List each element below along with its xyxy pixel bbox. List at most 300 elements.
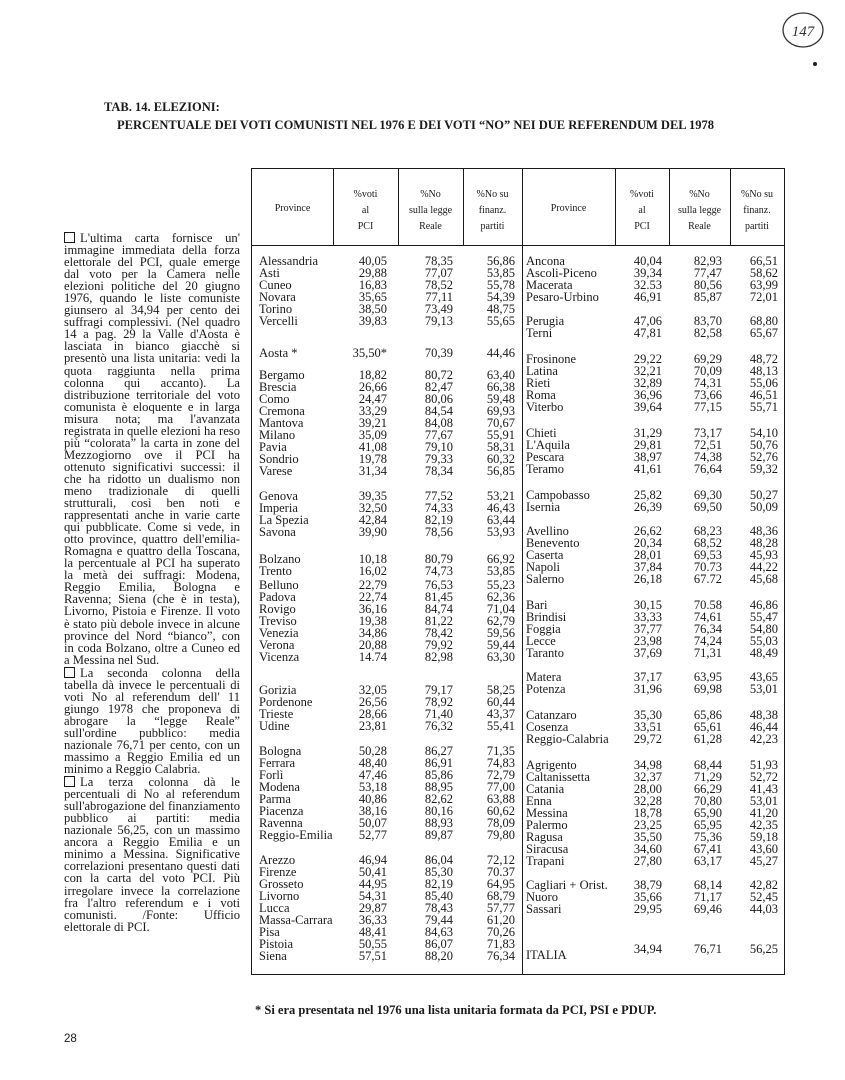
province-cell: Pistoia: [259, 937, 294, 951]
reale-cell: 82,58: [693, 326, 722, 340]
pci-cell: 50,07: [358, 816, 387, 830]
reale-cell: 74,73: [424, 564, 453, 578]
province-cell: Gorizia: [259, 683, 297, 697]
finanz-cell: 51,93: [749, 758, 778, 772]
pci-cell: 39,35: [358, 489, 387, 503]
finanz-cell: 50,76: [749, 438, 778, 452]
province-cell: Brindisi: [526, 610, 567, 624]
reale-cell: 86,07: [424, 937, 453, 951]
province-cell: Ancona: [526, 254, 565, 268]
pci-cell: 29,72: [633, 732, 662, 746]
reale-cell: 68,52: [693, 536, 722, 550]
header-reale-right: %No sulla legge Reale: [677, 189, 722, 232]
finanz-cell: 59,32: [749, 462, 778, 476]
province-cell: Matera: [526, 670, 562, 684]
pci-cell: 37,84: [633, 560, 662, 574]
pci-cell: 27,80: [633, 854, 662, 868]
pci-cell: 26,66: [358, 380, 387, 394]
finanz-cell: 53,21: [486, 489, 515, 503]
reale-cell: 71,29: [693, 770, 722, 784]
finanz-cell: 62,79: [486, 614, 515, 628]
pci-cell: 32.53: [633, 278, 662, 292]
province-cell: Caltanissetta: [526, 770, 590, 784]
province-cell: Agrigento: [526, 758, 577, 772]
province-cell: Reggio-Emilia: [259, 828, 333, 842]
pci-cell: 35,50: [633, 830, 662, 844]
province-cell: Bergamo: [259, 368, 305, 382]
province-cell: Pesaro-Urbino: [526, 290, 599, 304]
sidebar-text: [64, 232, 240, 934]
finanz-cell: 66,38: [486, 380, 515, 394]
finanz-cell: 55,78: [486, 278, 515, 292]
reale-cell: 78,43: [424, 901, 453, 915]
pci-cell: 44,95: [358, 877, 387, 891]
province-cell: Ragusa: [526, 830, 563, 844]
reale-cell: 80,16: [424, 804, 453, 818]
reale-cell: 79,17: [424, 683, 453, 697]
reale-cell: 79,13: [424, 314, 453, 328]
province-cell: Varese: [259, 464, 293, 478]
reale-cell: 79,33: [424, 452, 453, 466]
finanz-cell: 42,23: [749, 732, 778, 746]
pci-cell: 35,09: [358, 428, 387, 442]
pci-cell: 40,86: [358, 792, 387, 806]
finanz-cell: 54,80: [749, 622, 778, 636]
province-cell: Cremona: [259, 404, 305, 418]
reale-cell: 67,41: [693, 842, 722, 856]
pci-cell: 26,56: [358, 695, 387, 709]
reale-cell: 82,98: [424, 650, 453, 664]
province-cell: Terni: [526, 326, 553, 340]
pci-cell: 29,22: [633, 352, 662, 366]
province-cell: Enna: [526, 794, 552, 808]
province-cell: Pescara: [526, 450, 565, 464]
checkbox-icon: [64, 667, 75, 678]
reale-cell: 78,52: [424, 278, 453, 292]
sidebar-paragraph-3: La terza colonna dà le percentuali di No al referendum sull'abrogazione del finanziamento pubblico ai partiti: media nazionale 56,25, con un massimo ancora a Reggio Emilia e un minimo a Messina. Significative correlazioni presentano questi dati con la carta del voto PCI. Più irregolare invece la correlazione fra l'altro referendum e i voti comunisti. /Fonte: Ufficio elettorale di PCI.: [64, 775, 240, 934]
header-reale-left: %No sulla legge Reale: [408, 189, 453, 232]
reale-cell: 86,27: [424, 744, 453, 758]
province-cell: Frosinone: [526, 352, 576, 366]
reale-cell: 85,86: [424, 768, 453, 782]
reale-cell: 77,47: [693, 266, 722, 280]
finanz-cell: 53,93: [486, 525, 515, 539]
reale-cell: 63,95: [693, 670, 722, 684]
finanz-cell: 52,72: [749, 770, 778, 784]
reale-cell: 81,45: [424, 590, 453, 604]
pci-cell: 38,16: [358, 804, 387, 818]
finanz-cell: 48,38: [749, 708, 778, 722]
finanz-cell: 44,46: [486, 346, 515, 360]
province-cell: Bari: [526, 598, 548, 612]
sidebar-paragraph-2: La seconda colonna della tabella dà invece le percentuali di voti No al referendum dell' 11 giungo 1978 che proponeva di abrogare la “legge Reale” sull'ordine pubblico: media nazionale 76,71 per cento, con un massimo a Reggio Emilia ed un minimo a Reggio Calabria.: [64, 665, 240, 777]
pci-cell: 35,50*: [352, 346, 387, 360]
province-cell: Bolzano: [259, 552, 301, 566]
province-cell: Pordenone: [259, 695, 313, 709]
finanz-cell: 44,22: [749, 560, 778, 574]
reale-cell: 77,15: [693, 400, 722, 414]
province-cell: Teramo: [526, 462, 564, 476]
header-pci-right: %voti al PCI: [630, 189, 654, 232]
reale-cell: 78,56: [424, 525, 453, 539]
pci-cell: 35,66: [633, 890, 662, 904]
province-cell: Savona: [259, 525, 296, 539]
finanz-cell: 45,68: [749, 572, 778, 586]
province-cell: Brescia: [259, 380, 297, 394]
header-province-right: Province: [550, 203, 587, 214]
province-cell: Vicenza: [259, 650, 300, 664]
finanz-cell: 68,79: [486, 889, 515, 903]
pci-cell: 39,83: [358, 314, 387, 328]
reale-cell: 84,54: [424, 404, 453, 418]
pci-cell: 52,77: [358, 828, 387, 842]
pci-cell: 37,77: [633, 622, 662, 636]
province-cell: Reggio-Calabria: [526, 732, 609, 746]
sidebar-paragraph-1: L'ultima carta fornisce un' immagine immediata della forza elettorale del PCI, quale emerge dal voto per la Camera nelle elezioni politiche del 20 giugno 1976, quando le liste comuniste giunsero al 34,94 per cento dei suffragi complessivi. (Nel quadro 14 a pag. 29 la Valle d'Aosta è lasciata in bianco giacchè si presentò una lista unitaria: vedi la quota raggiunta nella prima colonna qui accanto). La distribuzione territoriale del voto comunista è eloquente e in larga misura nota; ma l'avanzata registrata in quelle elezioni ha reso più “colorata” la carta in zone del Mezzogiorno ove il PCI ha ottenuto significativi successi: il che ha ridotto un dualismo non meno tradizionale di quelli strutturali, così ben noti e rappresentati anche in varie carte qui pubblicate. Come si vede, in otto province, quattro dell'emilia-Romagna e quattro della Toscana, la percentuale al PCI ha superato la metà dei suffragi: Modena, Reggio Emilia, Bologna e Ravenna; Siena (che è in testa), Livorno, Pistoia e Firenze. Il voto è stato più debole invece in alcune province del Nord “bianco”, con in coda Bolzano, oltre a Cuneo ed a Messina nel Sud.: [64, 231, 240, 667]
reale-cell: 88,93: [424, 816, 453, 830]
header-pci-left: %voti al PCI: [353, 189, 378, 232]
finanz-cell: 60,62: [486, 804, 515, 818]
reale-cell: 76,53: [424, 578, 453, 592]
pci-cell: 16,02: [358, 564, 387, 578]
pci-cell: 37,69: [633, 646, 662, 660]
province-cell: Rovigo: [259, 602, 296, 616]
province-cell: Livorno: [259, 889, 300, 903]
province-cell: Grosseto: [259, 877, 304, 891]
reale-cell: 68,23: [693, 524, 722, 538]
center-divider: [522, 169, 523, 974]
finanz-cell: 69,93: [486, 404, 515, 418]
finanz-cell: 63,40: [486, 368, 515, 382]
province-cell: ITALIA: [526, 948, 567, 962]
pci-cell: 33,29: [358, 404, 387, 418]
province-cell: Trieste: [259, 707, 294, 721]
pci-cell: 36,16: [358, 602, 387, 616]
province-cell: Chieti: [526, 426, 557, 440]
province-cell: Parma: [259, 792, 291, 806]
pci-cell: 14.74: [358, 650, 387, 664]
province-cell: Treviso: [259, 614, 297, 628]
pci-cell: 47,46: [358, 768, 387, 782]
reale-cell: 70.58: [693, 598, 722, 612]
reale-cell: 77,11: [425, 290, 453, 304]
pci-cell: 37,17: [633, 670, 662, 684]
reale-cell: 80,06: [424, 392, 453, 406]
reale-cell: 73,17: [693, 426, 722, 440]
finanz-cell: 64,95: [486, 877, 515, 891]
reale-cell: 85,30: [424, 865, 453, 879]
election-table: [251, 168, 785, 975]
finanz-cell: 48,72: [749, 352, 778, 366]
province-cell: Avellino: [526, 524, 569, 538]
reale-cell: 84,08: [424, 416, 453, 430]
pci-cell: 50,28: [358, 744, 387, 758]
province-cell: Caserta: [526, 548, 564, 562]
pci-cell: 32,05: [358, 683, 387, 697]
header-finanz-right: %No su finanz. partiti: [741, 189, 773, 232]
reale-cell: 67.72: [693, 572, 722, 586]
page-stamp: [780, 10, 826, 50]
province-cell: Latina: [526, 364, 558, 378]
title-line-1: TAB. 14. ELEZIONI:: [104, 100, 220, 114]
pci-cell: 41,61: [633, 462, 662, 476]
reale-cell: 70,39: [424, 346, 453, 360]
finanz-cell: 50,27: [749, 488, 778, 502]
province-cell: Sassari: [526, 902, 562, 916]
finanz-cell: 59,48: [486, 392, 515, 406]
reale-cell: 82,93: [693, 254, 722, 268]
province-cell: Foggia: [526, 622, 561, 636]
finanz-cell: 45,93: [749, 548, 778, 562]
pci-cell: 28,66: [358, 707, 387, 721]
reale-cell: 83,70: [693, 314, 722, 328]
pci-cell: 10,18: [358, 552, 387, 566]
province-cell: Lucca: [259, 901, 290, 915]
pci-cell: 35,65: [358, 290, 387, 304]
finanz-cell: 43,60: [749, 842, 778, 856]
finanz-cell: 72,12: [486, 853, 515, 867]
ink-dot: [813, 62, 817, 66]
province-cell: Ravenna: [259, 816, 303, 830]
pci-cell: 50,55: [358, 937, 387, 951]
pci-cell: 39,21: [358, 416, 387, 430]
pci-cell: 40,04: [633, 254, 662, 268]
finanz-cell: 60,32: [486, 452, 515, 466]
reale-cell: 72,51: [693, 438, 722, 452]
finanz-cell: 55,03: [749, 634, 778, 648]
reale-cell: 85,40: [424, 889, 453, 903]
province-cell: Siracusa: [526, 842, 569, 856]
pci-cell: 20,88: [358, 638, 387, 652]
finanz-cell: 77,00: [486, 780, 515, 794]
pci-cell: 46,94: [358, 853, 387, 867]
finanz-cell: 50,09: [749, 500, 778, 514]
reale-cell: 85,87: [693, 290, 722, 304]
province-cell: Aosta *: [259, 346, 298, 360]
finanz-cell: 72,79: [486, 768, 515, 782]
title-line-2: PERCENTUALE DEI VOTI COMUNISTI NEL 1976 E DEI VOTI “NO” NEI DUE REFERENDUM DEL 1978: [117, 118, 715, 132]
pci-cell: 29,95: [633, 902, 662, 916]
finanz-cell: 63,44: [486, 513, 515, 527]
province-cell: Genova: [259, 489, 298, 503]
finanz-cell: 71,83: [486, 937, 515, 951]
pci-cell: 22,74: [358, 590, 387, 604]
province-cell: Forlì: [259, 768, 284, 782]
finanz-cell: 59,56: [486, 626, 515, 640]
pci-cell: 38,50: [358, 302, 387, 316]
reale-cell: 82,62: [424, 792, 453, 806]
pci-cell: 23,25: [633, 818, 662, 832]
province-cell: Cosenza: [526, 720, 569, 734]
reale-cell: 82,47: [424, 380, 453, 394]
pci-cell: 26,18: [633, 572, 662, 586]
finanz-cell: 43,65: [749, 670, 778, 684]
reale-cell: 88,95: [424, 780, 453, 794]
province-cell: Macerata: [526, 278, 573, 292]
pci-cell: 53,18: [358, 780, 387, 794]
pci-cell: 18,82: [358, 368, 387, 382]
finanz-cell: 58,25: [486, 683, 515, 697]
reale-cell: 69,46: [693, 902, 722, 916]
checkbox-icon: [64, 776, 75, 787]
province-cell: Salerno: [526, 572, 565, 586]
finanz-cell: 54,10: [749, 426, 778, 440]
province-cell: Catania: [526, 782, 565, 796]
province-cell: Trento: [259, 564, 292, 578]
header-province-left: Province: [274, 203, 311, 214]
pci-cell: 38,79: [633, 878, 662, 892]
finanz-cell: 52,76: [749, 450, 778, 464]
finanz-cell: 53,85: [486, 266, 515, 280]
header-finanz-left: %No su finanz. partiti: [476, 189, 509, 232]
province-cell: Alessandria: [259, 254, 319, 268]
reale-cell: 69,98: [693, 682, 722, 696]
pci-cell: 32,89: [633, 376, 662, 390]
reale-cell: 78,42: [424, 626, 453, 640]
pci-cell: 32,37: [633, 770, 662, 784]
reale-cell: 65,86: [693, 708, 722, 722]
reale-cell: 86,91: [424, 756, 453, 770]
finanz-cell: 65,67: [749, 326, 778, 340]
province-cell: Sondrio: [259, 452, 299, 466]
reale-cell: 66,29: [693, 782, 722, 796]
province-cell: Isernia: [526, 500, 561, 514]
finanz-cell: 74,83: [486, 756, 515, 770]
finanz-cell: 55,47: [749, 610, 778, 624]
pci-cell: 16,83: [358, 278, 387, 292]
reale-cell: 70.73: [693, 560, 722, 574]
reale-cell: 89,87: [424, 828, 453, 842]
province-cell: Novara: [259, 290, 296, 304]
pci-cell: 39,90: [358, 525, 387, 539]
province-cell: Mantova: [259, 416, 304, 430]
finanz-cell: 44,03: [749, 902, 778, 916]
province-cell: Potenza: [526, 682, 566, 696]
province-cell: Massa-Carrara: [259, 913, 333, 927]
finanz-cell: 59,44: [486, 638, 515, 652]
finanz-cell: 57,77: [486, 901, 515, 915]
pci-cell: 33,33: [633, 610, 662, 624]
pci-cell: 20,34: [633, 536, 662, 550]
finanz-cell: 55,65: [486, 314, 515, 328]
pci-cell: 28,01: [633, 548, 662, 562]
province-cell: Venezia: [259, 626, 299, 640]
province-cell: Torino: [259, 302, 293, 316]
pci-cell: 50,41: [358, 865, 387, 879]
province-cell: Imperia: [259, 501, 298, 515]
pci-cell: 39,64: [633, 400, 662, 414]
finanz-cell: 46,86: [749, 598, 778, 612]
reale-cell: 79,92: [424, 638, 453, 652]
finanz-cell: 55,91: [486, 428, 515, 442]
finanz-cell: 48,13: [749, 364, 778, 378]
reale-cell: 68,14: [693, 878, 722, 892]
pci-cell: 32,50: [358, 501, 387, 515]
checkbox-icon: [64, 232, 75, 243]
province-cell: Taranto: [526, 646, 564, 660]
pci-cell: 23,98: [633, 634, 662, 648]
pci-cell: 48,40: [358, 756, 387, 770]
finanz-cell: 48,75: [486, 302, 515, 316]
finanz-cell: 70,26: [486, 925, 515, 939]
finanz-cell: 46,43: [486, 501, 515, 515]
province-cell: Palermo: [526, 818, 568, 832]
province-cell: L'Aquila: [526, 438, 570, 452]
finanz-cell: 63,88: [486, 792, 515, 806]
finanz-cell: 53,85: [486, 564, 515, 578]
reale-cell: 61,28: [693, 732, 722, 746]
province-cell: Asti: [259, 266, 280, 280]
reale-cell: 79,44: [424, 913, 453, 927]
reale-cell: 73,49: [424, 302, 453, 316]
finanz-cell: 60,44: [486, 695, 515, 709]
province-cell: Pavia: [259, 440, 287, 454]
pci-cell: 31,29: [633, 426, 662, 440]
finanz-cell: 48,49: [749, 646, 778, 660]
reale-cell: 77,07: [424, 266, 453, 280]
province-cell: Ferrara: [259, 756, 296, 770]
table-title: [104, 98, 714, 134]
pci-cell: 22,79: [358, 578, 387, 592]
province-cell: Benevento: [526, 536, 580, 550]
finanz-cell: 76,34: [486, 949, 515, 963]
reale-cell: 82,19: [424, 877, 453, 891]
finanz-cell: 42,82: [749, 878, 778, 892]
finanz-cell: 68,80: [749, 314, 778, 328]
finanz-cell: 55,71: [749, 400, 778, 414]
finanz-cell: 79,80: [486, 828, 515, 842]
reale-cell: 70,80: [693, 794, 722, 808]
province-cell: Catanzaro: [526, 708, 577, 722]
finanz-cell: 63,30: [486, 650, 515, 664]
finanz-cell: 55,06: [749, 376, 778, 390]
finanz-cell: 70.37: [486, 865, 515, 879]
reale-cell: 71,17: [693, 890, 722, 904]
province-cell: Vercelli: [259, 314, 298, 328]
province-cell: Padova: [259, 590, 296, 604]
reale-cell: 84,74: [424, 602, 453, 616]
reale-cell: 76,34: [693, 622, 722, 636]
finanz-cell: 71,35: [486, 744, 515, 758]
reale-cell: 70,09: [693, 364, 722, 378]
reale-cell: 77,52: [424, 489, 453, 503]
province-cell: La Spezia: [259, 513, 309, 527]
finanz-cell: 43,37: [486, 707, 515, 721]
reale-cell: 80,79: [424, 552, 453, 566]
finanz-cell: 58,31: [486, 440, 515, 454]
finanz-cell: 62,36: [486, 590, 515, 604]
finanz-cell: 55,41: [486, 719, 515, 733]
pci-cell: 47,81: [633, 326, 662, 340]
stamp-label: 147: [791, 24, 815, 40]
pci-cell: 32,28: [633, 794, 662, 808]
province-cell: Viterbo: [526, 400, 564, 414]
footnote: * Si era presentata nel 1976 una lista unitaria formata da PCI, PSI e PDUP.: [255, 1003, 657, 1017]
finanz-cell: 45,27: [749, 854, 778, 868]
pci-cell: 26,39: [633, 500, 662, 514]
reale-cell: 80,72: [424, 368, 453, 382]
pci-cell: 28,00: [633, 782, 662, 796]
province-cell: Campobasso: [526, 488, 590, 502]
province-cell: Ascoli-Piceno: [526, 266, 597, 280]
finanz-cell: 58,62: [749, 266, 778, 280]
finanz-cell: 56,86: [486, 254, 515, 268]
reale-cell: 77,67: [424, 428, 453, 442]
pci-cell: 31,34: [358, 464, 387, 478]
finanz-cell: 48,28: [749, 536, 778, 550]
finanz-cell: 78,09: [486, 816, 515, 830]
finanz-cell: 63,99: [749, 278, 778, 292]
